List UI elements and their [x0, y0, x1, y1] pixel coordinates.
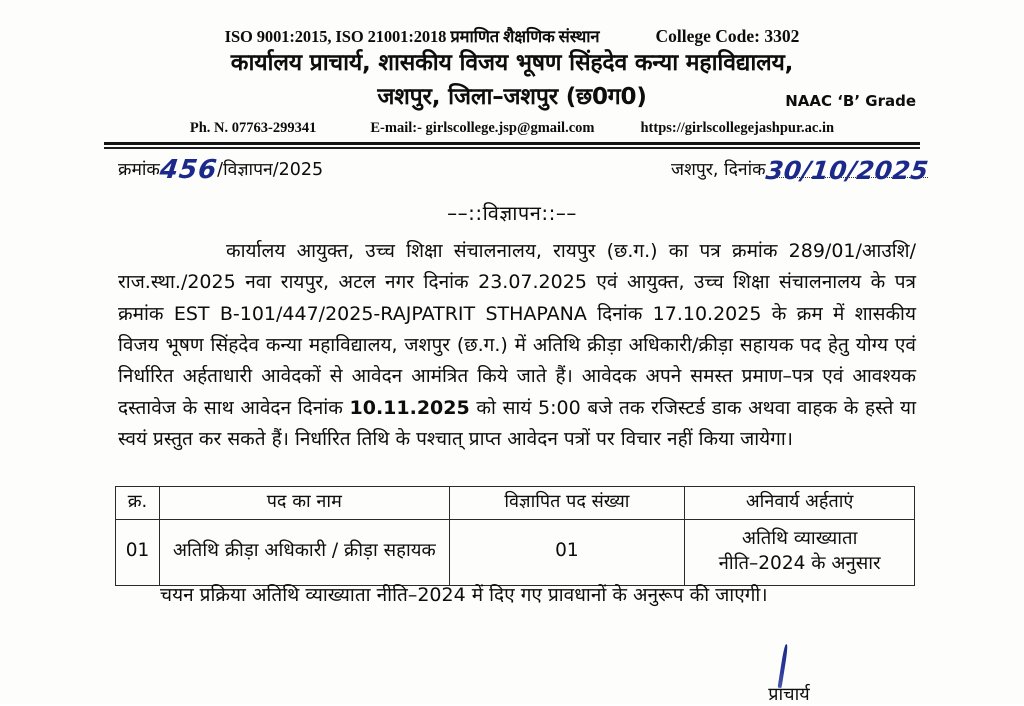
cell-qualification-line1: अतिथि व्याख्याता — [741, 527, 858, 549]
main-paragraph-part1: कार्यालय आयुक्त, उच्च शिक्षा संचालनालय, रायपुर (छ.ग.) का पत्र क्रमांक 289/01/आउशि/राज.स्था./2025 नवा रायपुर, अटल नगर दिनांक 23.07.2025 एवं आयुक्त, उच्च शिक्षा संचालनालय के पत्र क्रमांक EST B-101/447/2025-RAJPATRIT STHAPANA दिनांक 17.10.2025 के क्रम में शासकीय विजय भूषण सिंहदेव कन्या महाविद्यालय, जशपुर (छ.ग.) में अतिथि क्रीड़ा अधिकारी/क्रीड़ा सहायक पद हेतु योग्य एवं निर्धारित अर्हताधारी आवेदकों से आवेदन आमंत्रित किये जाते हैं। आवेदक अपने समस्त प्रमाण–पत्र एवं आवश्यक दस्तावेज के साथ आवेदन दिनांक — [118, 240, 916, 419]
main-paragraph — [118, 236, 916, 455]
table-header-sr: क्र. — [116, 487, 160, 520]
website-url: https://girlscollegejashpur.ac.in — [640, 120, 835, 137]
table-header-row — [116, 487, 915, 520]
vacancy-table — [115, 486, 915, 586]
application-deadline-date: 10.11.2025 — [349, 396, 470, 419]
date-fill-area — [763, 152, 930, 185]
contact-row — [96, 120, 928, 137]
cell-qualification — [685, 519, 915, 586]
divider-rule-thick — [104, 142, 920, 145]
letterhead-top-row — [96, 24, 928, 47]
table-row — [116, 519, 915, 586]
college-code: College Code: 3302 — [655, 26, 800, 46]
email-address: E-mail:- girlscollege.jsp@gmail.com — [370, 120, 595, 137]
reference-date-line — [118, 152, 930, 185]
body-content — [118, 236, 916, 455]
naac-grade-badge: NAAC ‘B’ Grade — [785, 92, 916, 111]
reference-number-handwritten: 456 — [158, 155, 220, 185]
reference-number-group — [118, 152, 324, 185]
cell-post-name: अतिथि क्रीड़ा अधिकारी / क्रीड़ा सहायक — [159, 519, 449, 586]
cell-vacancies: 01 — [449, 519, 685, 586]
table-header-qualification: अनिवार्य अर्हताएं — [685, 487, 915, 520]
table-header-vacancies: विज्ञापित पद संख्या — [449, 487, 685, 520]
place-date-label: जशपुर, दिनांक — [670, 160, 766, 180]
place-date-group — [670, 152, 930, 185]
page-title: ––::विज्ञापन::–– — [447, 201, 577, 225]
signature-block — [704, 648, 874, 706]
closing-paragraph: चयन प्रक्रिया अतिथि व्याख्याता नीति–2024 में दिए गए प्रावधानों के अनुरूप की जाएगी। — [160, 584, 768, 606]
reference-suffix: /विज्ञापन/2025 — [217, 160, 324, 180]
office-name: कार्यालय प्राचार्य, शासकीय विजय भूषण सिंहदेव कन्या महाविद्यालय, — [230, 50, 794, 76]
signature-designation: प्राचार्य — [768, 684, 810, 705]
letterhead — [0, 24, 1024, 149]
vacancy-table-wrapper — [115, 486, 915, 586]
cell-sr-no: 01 — [116, 519, 160, 586]
date-handwritten: 30/10/2025 — [763, 156, 930, 185]
phone-number: Ph. N. 07763-299341 — [189, 120, 317, 137]
cell-qualification-line2: नीति–2024 के अनुसार — [718, 553, 881, 575]
reference-label: क्रमांक — [118, 160, 160, 180]
letterhead-city-row — [96, 79, 928, 111]
letterhead-divider — [96, 142, 928, 149]
divider-rule-thin — [104, 147, 920, 149]
table-header-post-name: पद का नाम — [159, 487, 449, 520]
iso-certification-line: ISO 9001:2015, ISO 21001:2018 प्रमाणित शैक्षणिक संस्थान — [224, 27, 600, 46]
city-district-line: जशपुर, जिला–जशपुर (छ0ग0) — [377, 84, 647, 111]
main-paragraph-part2: को सायं 5:00 बजे तक रजिस्टर्ड डाक अथवा वाहक के हस्ते या स्वयं प्रस्तुत कर सकते हैं। निर्धारित तिथि के पश्चात् प्राप्त आवेदन पत्रों पर विचार नहीं किया जायेगा। — [118, 396, 916, 451]
